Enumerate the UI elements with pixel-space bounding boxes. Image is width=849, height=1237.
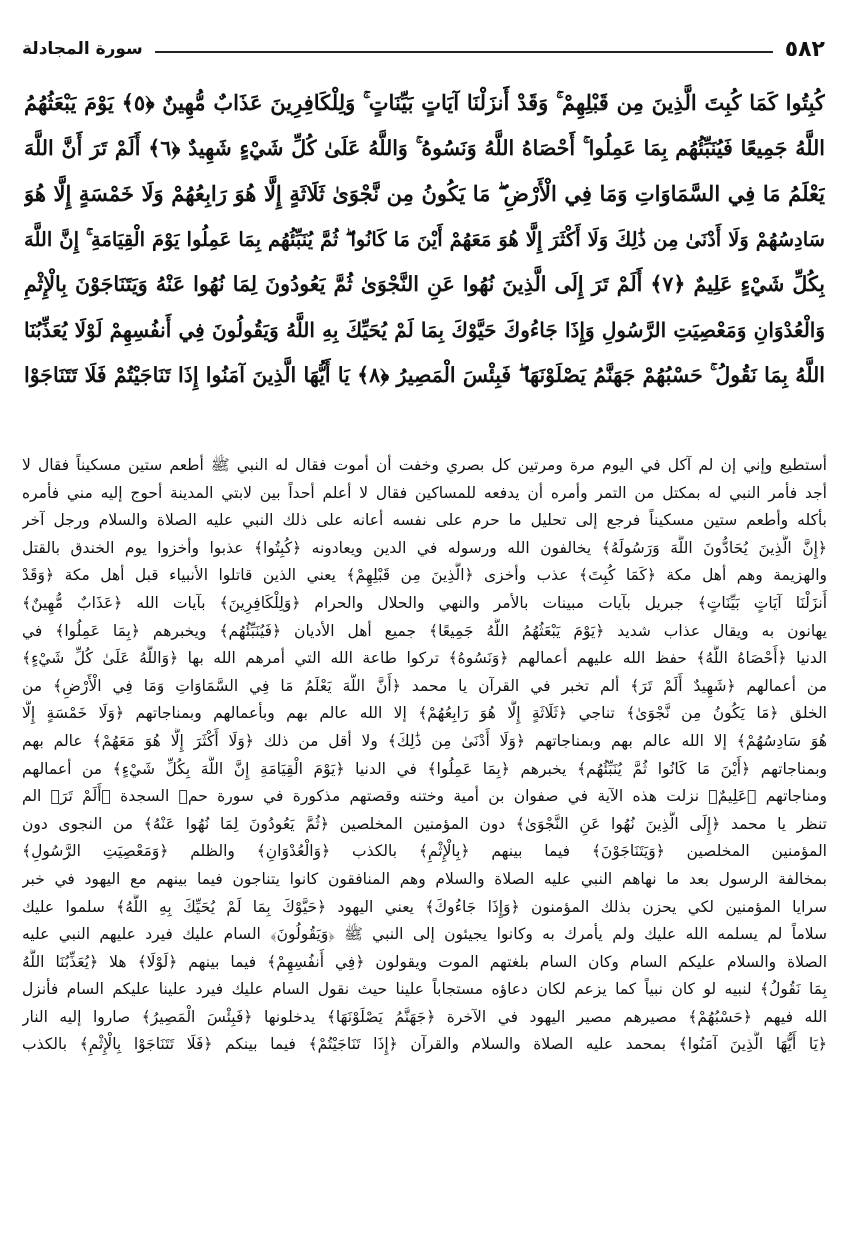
commentary-line: أَنزَلْنَا آيَاتٍ بَيِّنَاتٍ﴾ جبريل بآيات مبينات بالأمر والنهي والحلال والحرام ﴿وَلِلْكَافِرِينَ﴾ بآيات الله ﴿عَذَابٌ مُّهِينٌ﴾	[22, 593, 827, 612]
commentary-line: الله فيهم ﴿حَسْبُهُمْ﴾ مصيرهم مصير اليهود في الآخرة ﴿جَهَنَّمُ يَصْلَوْنَهَا﴾ يدخلونها ﴿فَبِئْسَ الْمَصِيرُ﴾ صاروا إليه النار	[22, 1007, 827, 1026]
quran-line: اللَّهُ بِمَا نَقُولُ ۚ حَسْبُهُمْ جَهَنَّمُ يَصْلَوْنَهَا ۖ فَبِئْسَ الْمَصِيرُ ﴿٨﴾ يَا أَيُّهَا الَّذِينَ آمَنُوا إِذَا تَنَاجَيْتُمْ فَلَا تَتَنَاجَوْا	[24, 363, 825, 387]
quran-line: بِكُلِّ شَيْءٍ عَلِيمٌ ﴿٧﴾ أَلَمْ تَرَ إِلَى الَّذِينَ نُهُوا عَنِ النَّجْوَىٰ ثُمَّ يَعُودُونَ لِمَا نُهُوا عَنْهُ وَيَتَنَاجَوْنَ بِالْإِثْمِ	[24, 272, 825, 296]
commentary-line: سرايا المؤمنين لكي يحزن بذلك المؤمنون ﴿وَإِذَا جَاءُوكَ﴾ يعني اليهود ﴿حَيَّوْكَ بِمَا لَمْ يُحَيِّكَ بِهِ اللَّهُ﴾ سلموا عليك	[22, 897, 827, 916]
quran-line: اللَّهُ جَمِيعًا فَيُنَبِّئُهُم بِمَا عَمِلُوا ۚ أَحْصَاهُ اللَّهُ وَنَسُوهُ ۚ وَاللَّهُ عَلَىٰ كُلِّ شَيْءٍ شَهِيدٌ ﴿٦﴾ أَلَمْ تَرَ أَنَّ اللَّهَ	[24, 135, 825, 160]
commentary-line: بمخالفة الرسول بعد ما نهاهم النبي عليه الصلاة والسلام وهم المنافقون كانوا يتناجون فيما بينهم مع اليهود في خبر	[22, 869, 827, 888]
quran-line: وَالْعُدْوَانِ وَمَعْصِيَتِ الرَّسُولِ وَإِذَا جَاءُوكَ حَيَّوْكَ بِمَا لَمْ يُحَيِّكَ بِهِ اللَّهُ وَيَقُولُونَ فِي أَنفُسِهِمْ لَوْلَا يُعَذِّبُنَا	[24, 317, 825, 342]
commentary-line: الصلاة والسلام عليكم السام وكان السام بلغتهم الموت ويقولون ﴿فِي أَنفُسِهِمْ﴾ فيما بينهم ﴿لَوْلَا﴾ هلا ﴿يُعَذِّبُنَا اللَّهُ	[22, 952, 827, 971]
commentary-line: والهزيمة وهم أهل مكة ﴿كَمَا كُبِتَ﴾ عذب وأخزى ﴿الَّذِينَ مِن قَبْلِهِمْ﴾ يعني الذين قاتلوا الأنبياء قبل أهل مكة ﴿وَقَدْ	[22, 566, 827, 585]
page-header	[22, 32, 825, 66]
commentary-line: تنظر يا محمد ﴿إِلَى الَّذِينَ نُهُوا عَنِ النَّجْوَىٰ﴾ دون المؤمنين المخلصين ﴿ثُمَّ يَعُودُونَ لِمَا نُهُوا عَنْهُ﴾ من النجوى دون	[22, 814, 827, 833]
commentary-line: بِمَا نَقُولُ﴾ لنبيه لو كان نبياً كما يزعم لكان دعاؤه مستجاباً علينا حيث نقول السام عليك فيرد علينا عليكم السام فأنزل	[22, 980, 827, 999]
tafsir-commentary	[22, 452, 827, 1226]
commentary-line: أجد فأمر النبي له بمكتل من التمر وأمره أن يدفعه للمساكين فقال لا أعلم أحداً بين لابتي المدينة أحوج إليه مني فأمره	[22, 483, 827, 502]
surah-title: سورة المجادلة	[22, 39, 143, 59]
commentary-line: الدنيا ﴿أَحْصَاهُ اللَّهُ﴾ حفظ الله عليهم أعمالهم ﴿وَنَسُوهُ﴾ تركوا طاعة الله التي أمرهم الله بها ﴿وَاللَّهُ عَلَىٰ كُلِّ شَيْءٍ﴾	[22, 649, 827, 668]
commentary-line: أستطيع وإني إن لم آكل في اليوم مرة ومرتين كل بصري وخفت أن أموت فقال له النبي ﷺ أطعم ستين مسكيناً فقال لا	[22, 456, 827, 474]
commentary-line: وبمناجاتهم ﴿أَيْنَ مَا كَانُوا ثُمَّ يُنَبِّئُهُم﴾ يخبرهم ﴿بِمَا عَمِلُوا﴾ في الدنيا ﴿يَوْمَ الْقِيَامَةِ إِنَّ اللَّهَ بِكُلِّ شَيْءٍ﴾ من أعمالهم	[22, 759, 827, 778]
commentary-line: المؤمنين المخلصين ﴿وَيَتَنَاجَوْنَ﴾ فيما بينهم ﴿بِالْإِثْمِ﴾ بالكذب ﴿وَالْعُدْوَانِ﴾ والظلم ﴿وَمَعْصِيَتِ الرَّسُولِ﴾	[22, 842, 827, 861]
commentary-line: هُوَ سَادِسُهُمْ﴾ إلا الله عالم بهم وبمناجاتهم ﴿وَلَا أَدْنَىٰ مِن ذَٰلِكَ﴾ ولا أقل من ذلك ﴿وَلَا أَكْثَرَ إِلَّا هُوَ مَعَهُمْ﴾ عالم بهم	[22, 731, 827, 750]
commentary-line: الخلق ﴿مَا يَكُونُ مِن نَّجْوَىٰ﴾ تناجي ﴿ثَلَاثَةٍ إِلَّا هُوَ رَابِعُهُمْ﴾ إلا الله عالم بهم وبأعمالهم وبمناجاتهم ﴿وَلَا خَمْسَةٍ إِلَّا	[22, 704, 827, 723]
quran-line: سَادِسُهُمْ وَلَا أَدْنَىٰ مِن ذَٰلِكَ وَلَا أَكْثَرَ إِلَّا هُوَ مَعَهُمْ أَيْنَ مَا كَانُوا ۖ ثُمَّ يُنَبِّئُهُم بِمَا عَمِلُوا يَوْمَ الْقِيَامَةِ ۚ إِنَّ اللَّهَ	[24, 227, 825, 251]
commentary-line: سلاماً لم يسلمه الله عليك ولم يأمرك به وكانوا يجيئون إلى النبي ﷺ ﴿وَيَقُولُونَ﴾ السام عليك فيرد عليهم النبي عليه	[22, 925, 827, 944]
commentary-line: ﴿يَا أَيُّهَا الَّذِينَ آمَنُوا﴾ بمحمد عليه الصلاة والسلام والقرآن ﴿إِذَا تَنَاجَيْتُمْ﴾ فيما بينكم ﴿فَلَا تَتَنَاجَوْا بِالْإِثْمِ﴾ بالكذب	[22, 1035, 827, 1054]
commentary-line: ﴿إِنَّ الَّذِينَ يُحَادُّونَ اللَّهَ وَرَسُولَهُ﴾ يخالفون الله ورسوله في الدين ويعادونه ﴿كُبِتُوا﴾ عذبوا وأخزوا يوم الخندق بالقتل	[22, 538, 827, 557]
commentary-line: بأكله وأطعم ستين مسكيناً فرجع إلى تحليل ما حرم على نفسه أعانه على ذلك النبي عليه الصلاة والسلام ورجل آخر	[22, 511, 827, 530]
page-number: ٥٨٢	[784, 36, 825, 62]
quran-verses-block	[24, 80, 825, 448]
quran-line: كُبِتُوا كَمَا كُبِتَ الَّذِينَ مِن قَبْلِهِمْ ۚ وَقَدْ أَنزَلْنَا آيَاتٍ بَيِّنَاتٍ ۚ وَلِلْكَافِرِينَ عَذَابٌ مُّهِينٌ ﴿٥﴾ يَوْمَ يَبْعَثُهُمُ	[24, 90, 825, 115]
header-divider	[155, 51, 773, 53]
commentary-line: من أعمالهم ﴿شَهِيدٌ أَلَمْ تَرَ﴾ ألم تخبر في القرآن يا محمد ﴿أَنَّ اللَّهَ يَعْلَمُ مَا فِي السَّمَاوَاتِ وَمَا فِي الْأَرْضِ﴾ من	[22, 676, 827, 695]
quran-line: يَعْلَمُ مَا فِي السَّمَاوَاتِ وَمَا فِي الْأَرْضِ ۖ مَا يَكُونُ مِن نَّجْوَىٰ ثَلَاثَةٍ إِلَّا هُوَ رَابِعُهُمْ وَلَا خَمْسَةٍ إِلَّا هُوَ	[24, 181, 825, 206]
commentary-line: يهانون به ويقال عذاب شديد ﴿يَوْمَ يَبْعَثُهُمُ اللَّهُ جَمِيعًا﴾ جميع أهل الأديان ﴿فَيُنَبِّئُهُم﴾ ويخبرهم ﴿بِمَا عَمِلُوا﴾ في	[22, 621, 827, 640]
commentary-line: ومناجاتهم ﴿عَلِيمٌ﴾ نزلت هذه الآية في صفوان بن أمية وختنه وقصتهم مذكورة في سورة حمۤ السجدة ﴿أَلَمْ تَرَ﴾ الم	[22, 787, 827, 806]
